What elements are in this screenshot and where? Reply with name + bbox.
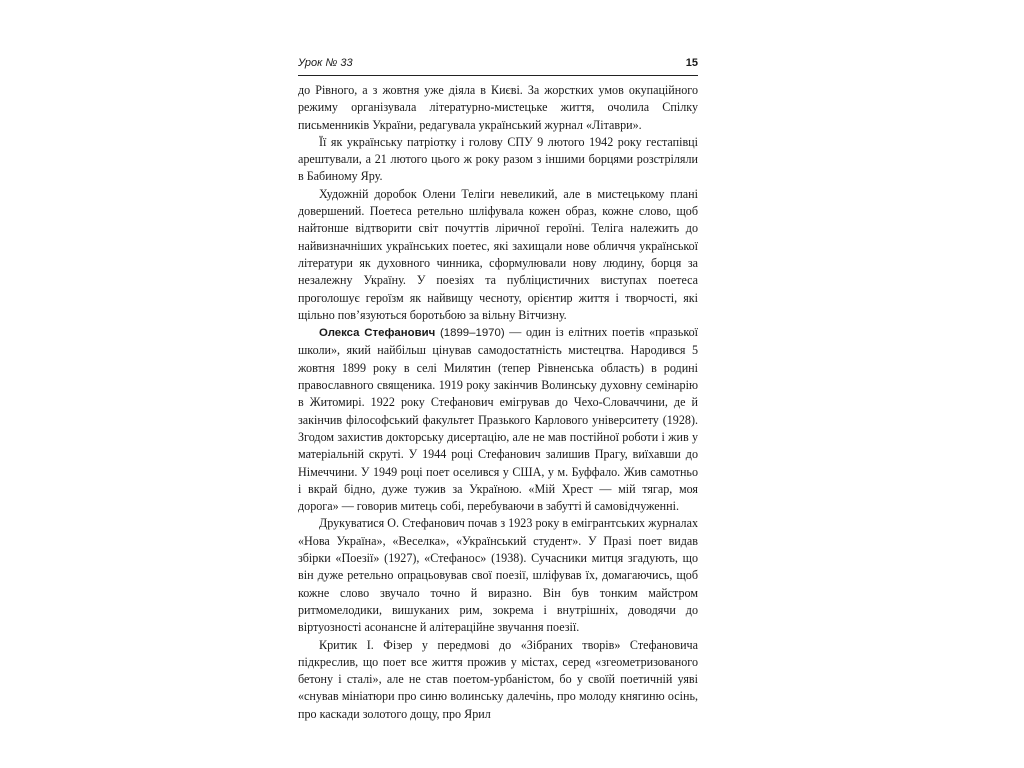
poet-dates: (1899–1970) — [435, 327, 505, 340]
paragraph-4 — [298, 324, 698, 515]
poet-name-lead — [319, 327, 505, 339]
paragraph-3: Художній доробок Олени Теліги невеликий, але в мистецькому плані довершений. Поетеса ретельно шліфувала кожен образ, кожне слово, щоб найтонше відтворити світ почуттів ліричної героїні. Теліга належить до найвизначніших українських поетес, які захищали нове обличчя української літератури як духовного чинника, сформулювали нову людину, борця за незалежну Україну. У поезіях та публіцистичних виступах поетеса проголошує героїзм як найвищу чесноту, орієнтир життя і творчості, які щільно пов’язуються боротьбою за вільну Вітчизну. — [298, 186, 698, 322]
paragraph-5: Друкуватися О. Стефанович почав з 1923 року в емігрантських журналах «Нова Україна», «Веселка», «Український студент». У Празі поет видав збірки «Поезії» (1927), «Стефанос» (1938). Сучасники митця згадують, що він дуже ретельно опрацьовував свої поезії, шліфував їх, домагаючись, щоб кожне слово звучало точно й виразно. Він був тонким майстром ритмомелодики, вишуканих рим, зокрема і внутрішніх, доводячи до віртуозності асонансне й алітераційне звучання поезії. — [298, 516, 698, 635]
running-header — [298, 55, 698, 76]
page-number: 15 — [685, 57, 698, 69]
book-page — [298, 55, 698, 723]
body-text — [298, 82, 698, 723]
paragraph-6: Критик І. Фізер у передмові до «Зібраних творів» Стефановича підкреслив, що поет все життя прожив у містах, серед «згеометризованого бетону і сталі», але не став поетом-урбаністом, бо у своїй поетичній уяві «снував мініатюри про синю волинську далечінь, про молоду княгиню осінь, про каскади золотого дощу, про Ярил — [298, 637, 698, 721]
paragraph-4-text: — один із елітних поетів «празької школи», який найбільш цінував самодостатність мистецтва. Народився 5 жовтня 1899 року в селі Милятин (тепер Рівненська область) в родині православного священика. 1919 року закінчив Волинську духовну семінарію в Житомирі. 1922 року Стефанович емігрував до Чехо-Словаччини, де й закінчив філософський факультет Празького Карлового університету (1928). Згодом захистив докторську дисертацію, але не мав постійної роботи і жив у матеріальній скруті. У 1944 році Стефанович залишив Прагу, виїхавши до Німеччини. У 1949 році поет оселився у США, у м. Буффало. Жив самотньо і вкрай бідно, дуже тужив за Україною. «Мій Хрест — мій тягар, моя дорога» — говорив митець собі, перебуваючи в забутті й самовідчуженні. — [298, 325, 698, 514]
paragraph-2: Її як українську патріотку і голову СПУ 9 лютого 1942 року гестапівці арештували, а 21 лютого цього ж року разом з іншими борцями розстріляли в Бабиному Яру. — [298, 134, 698, 184]
lesson-label: Урок № 33 — [298, 57, 353, 69]
paragraph-1: до Рівного, а з жовтня уже діяла в Києві. За жорстких умов окупаційного режиму організувала літературно-мистецьке життя, очолила Спілку письменників України, редагувала український журнал «Літаври». — [298, 83, 698, 132]
poet-name: Олекса Стефанович — [319, 327, 436, 340]
